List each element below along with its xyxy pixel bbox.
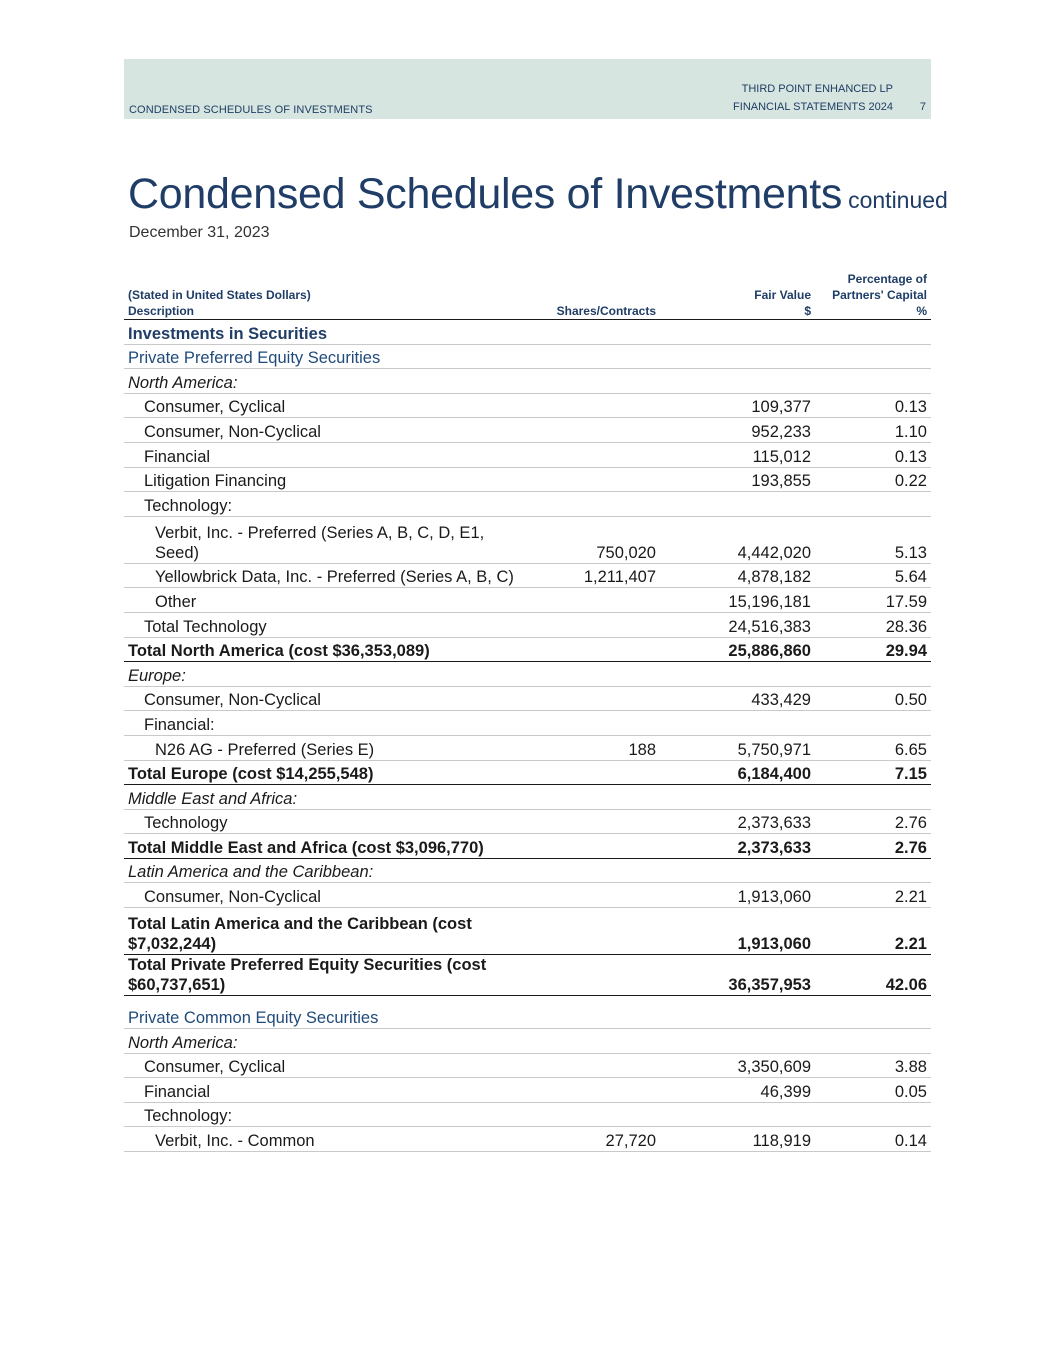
row-shares (538, 908, 660, 955)
row-percentage: 28.36 (815, 612, 931, 637)
row-description: Financial: (124, 711, 538, 736)
row-percentage: 0.22 (815, 467, 931, 492)
table-row (124, 1053, 931, 1078)
table-row (124, 883, 931, 908)
row-shares (538, 612, 660, 637)
row-description: Total Technology (124, 612, 538, 637)
header-company-name: THIRD POINT ENHANCED LP (741, 83, 893, 95)
row-description-line2: $7,032,244) (128, 935, 217, 954)
row-description: Consumer, Non-Cyclical (124, 883, 538, 908)
percentage-label-line1: Percentage of (847, 272, 927, 286)
row-fair-value: 25,886,860 (660, 637, 815, 662)
table-header-row (124, 271, 931, 320)
row-description: Verbit, Inc. - Common (124, 1127, 538, 1152)
table-row (124, 369, 931, 394)
investments-table (124, 271, 931, 1152)
row-description: Investments in Securities (124, 320, 538, 345)
row-description: Consumer, Non-Cyclical (124, 418, 538, 443)
percentage-label-line2: Partners' Capital (832, 288, 927, 302)
table-row (124, 785, 931, 810)
table-row (124, 393, 931, 418)
row-fair-value: 118,919 (660, 1127, 815, 1152)
row-shares: 27,720 (538, 1127, 660, 1152)
row-fair-value: 2,373,633 (660, 834, 815, 859)
row-shares (538, 883, 660, 908)
row-percentage: 29.94 (815, 637, 931, 662)
row-fair-value: 4,878,182 (660, 563, 815, 588)
row-percentage: 0.14 (815, 1127, 931, 1152)
row-percentage: 42.06 (815, 955, 931, 996)
column-header-percentage (815, 271, 931, 320)
row-fair-value: 24,516,383 (660, 612, 815, 637)
row-fair-value: 5,750,971 (660, 735, 815, 760)
table-row (124, 467, 931, 492)
row-shares (538, 809, 660, 834)
row-description: Technology: (124, 1102, 538, 1127)
row-fair-value: 193,855 (660, 467, 815, 492)
row-shares: 1,211,407 (538, 563, 660, 588)
row-shares (538, 393, 660, 418)
row-description: Total North America (cost $36,353,089) (124, 637, 538, 662)
table-row (124, 563, 931, 588)
row-shares (538, 1078, 660, 1103)
row-shares: 750,020 (538, 516, 660, 563)
row-fair-value: 6,184,400 (660, 760, 815, 785)
row-shares (538, 418, 660, 443)
table-row-total (124, 834, 931, 859)
row-description: Total Europe (cost $14,255,548) (124, 760, 538, 785)
table-row (124, 1078, 931, 1103)
table-row (124, 996, 931, 1029)
row-percentage: 0.13 (815, 393, 931, 418)
table-row (124, 858, 931, 883)
percentage-unit: % (916, 304, 927, 318)
row-description: Consumer, Non-Cyclical (124, 686, 538, 711)
table-row (124, 344, 931, 369)
table-row (124, 711, 931, 736)
table-row (124, 418, 931, 443)
row-description-line2: Seed) (155, 543, 200, 562)
row-fair-value: 952,233 (660, 418, 815, 443)
table-row (124, 612, 931, 637)
row-description: Financial (124, 1078, 538, 1103)
row-description: Yellowbrick Data, Inc. - Preferred (Series A, B, C) (124, 563, 538, 588)
description-header: Description (128, 304, 195, 318)
fair-value-unit: $ (804, 304, 811, 318)
row-description: Total Private Preferred Equity Securities (cost $60,737,651) (124, 955, 538, 996)
statement-date: December 31, 2023 (129, 224, 270, 241)
row-description-line1: Total Latin America and the Caribbean (cost (128, 915, 472, 934)
row-description: Financial (124, 442, 538, 467)
row-shares (538, 955, 660, 996)
table-row-total (124, 908, 931, 955)
stated-currency-note: (Stated in United States Dollars) (128, 288, 311, 302)
header-section-title: CONDENSED SCHEDULES OF INVESTMENTS (129, 104, 373, 116)
row-description: Technology (124, 809, 538, 834)
page-title (128, 170, 948, 219)
row-description: Technology: (124, 492, 538, 517)
row-description-line1: Verbit, Inc. - Preferred (Series A, B, C, D, E1, (155, 523, 485, 542)
row-description: Other (124, 588, 538, 613)
row-percentage: 2.21 (815, 908, 931, 955)
row-percentage: 7.15 (815, 760, 931, 785)
header-report-name: FINANCIAL STATEMENTS 2024 (733, 101, 893, 113)
row-percentage: 17.59 (815, 588, 931, 613)
row-shares (538, 467, 660, 492)
row-shares (538, 442, 660, 467)
table-row-total (124, 760, 931, 785)
table-row (124, 809, 931, 834)
row-shares (538, 588, 660, 613)
row-fair-value: 1,913,060 (660, 883, 815, 908)
row-percentage: 0.05 (815, 1078, 931, 1103)
row-description: Litigation Financing (124, 467, 538, 492)
row-fair-value: 4,442,020 (660, 516, 815, 563)
fair-value-label: Fair Value (754, 288, 811, 302)
row-fair-value: 46,399 (660, 1078, 815, 1103)
row-fair-value: 3,350,609 (660, 1053, 815, 1078)
page-title-main: Condensed Schedules of Investments (128, 170, 843, 218)
row-fair-value: 115,012 (660, 442, 815, 467)
row-percentage: 5.64 (815, 563, 931, 588)
row-percentage: 6.65 (815, 735, 931, 760)
row-percentage: 1.10 (815, 418, 931, 443)
table-row-grand-total (124, 955, 931, 996)
row-description: Private Common Equity Securities (124, 996, 538, 1029)
row-percentage: 2.21 (815, 883, 931, 908)
row-shares: 188 (538, 735, 660, 760)
table-row-total (124, 637, 931, 662)
row-percentage: 0.50 (815, 686, 931, 711)
row-description (124, 908, 538, 955)
row-description: Middle East and Africa: (124, 785, 538, 810)
row-fair-value: 15,196,181 (660, 588, 815, 613)
table-row (124, 686, 931, 711)
table-row (124, 516, 931, 563)
row-percentage: 2.76 (815, 834, 931, 859)
row-fair-value: 2,373,633 (660, 809, 815, 834)
page-number: 7 (919, 101, 926, 113)
row-description: Latin America and the Caribbean: (124, 858, 538, 883)
row-percentage: 5.13 (815, 516, 931, 563)
row-description: Consumer, Cyclical (124, 1053, 538, 1078)
page-header-band (124, 59, 931, 119)
row-fair-value: 36,357,953 (660, 955, 815, 996)
table-row (124, 735, 931, 760)
row-fair-value: 109,377 (660, 393, 815, 418)
row-description: North America: (124, 369, 538, 394)
row-shares (538, 686, 660, 711)
row-shares (538, 1053, 660, 1078)
header-document-title (733, 80, 893, 116)
row-shares (538, 834, 660, 859)
table-row (124, 662, 931, 687)
table-row (124, 588, 931, 613)
row-percentage: 3.88 (815, 1053, 931, 1078)
row-shares (538, 637, 660, 662)
table-row (124, 320, 931, 345)
table-row (124, 1102, 931, 1127)
row-description: N26 AG - Preferred (Series E) (124, 735, 538, 760)
table-row (124, 492, 931, 517)
row-percentage: 0.13 (815, 442, 931, 467)
row-fair-value: 1,913,060 (660, 908, 815, 955)
row-description (124, 516, 538, 563)
table-row (124, 442, 931, 467)
page-title-suffix: continued (848, 187, 948, 213)
row-percentage: 2.76 (815, 809, 931, 834)
table-row (124, 1127, 931, 1152)
row-description: Europe: (124, 662, 538, 687)
row-description: Consumer, Cyclical (124, 393, 538, 418)
column-header-fair-value (660, 271, 815, 320)
row-description: North America: (124, 1029, 538, 1054)
row-description: Private Preferred Equity Securities (124, 344, 538, 369)
row-shares (538, 760, 660, 785)
column-header-shares: Shares/Contracts (538, 271, 660, 320)
column-header-description (124, 271, 538, 320)
row-description: Total Middle East and Africa (cost $3,096,770) (124, 834, 538, 859)
row-fair-value: 433,429 (660, 686, 815, 711)
table-row (124, 1029, 931, 1054)
